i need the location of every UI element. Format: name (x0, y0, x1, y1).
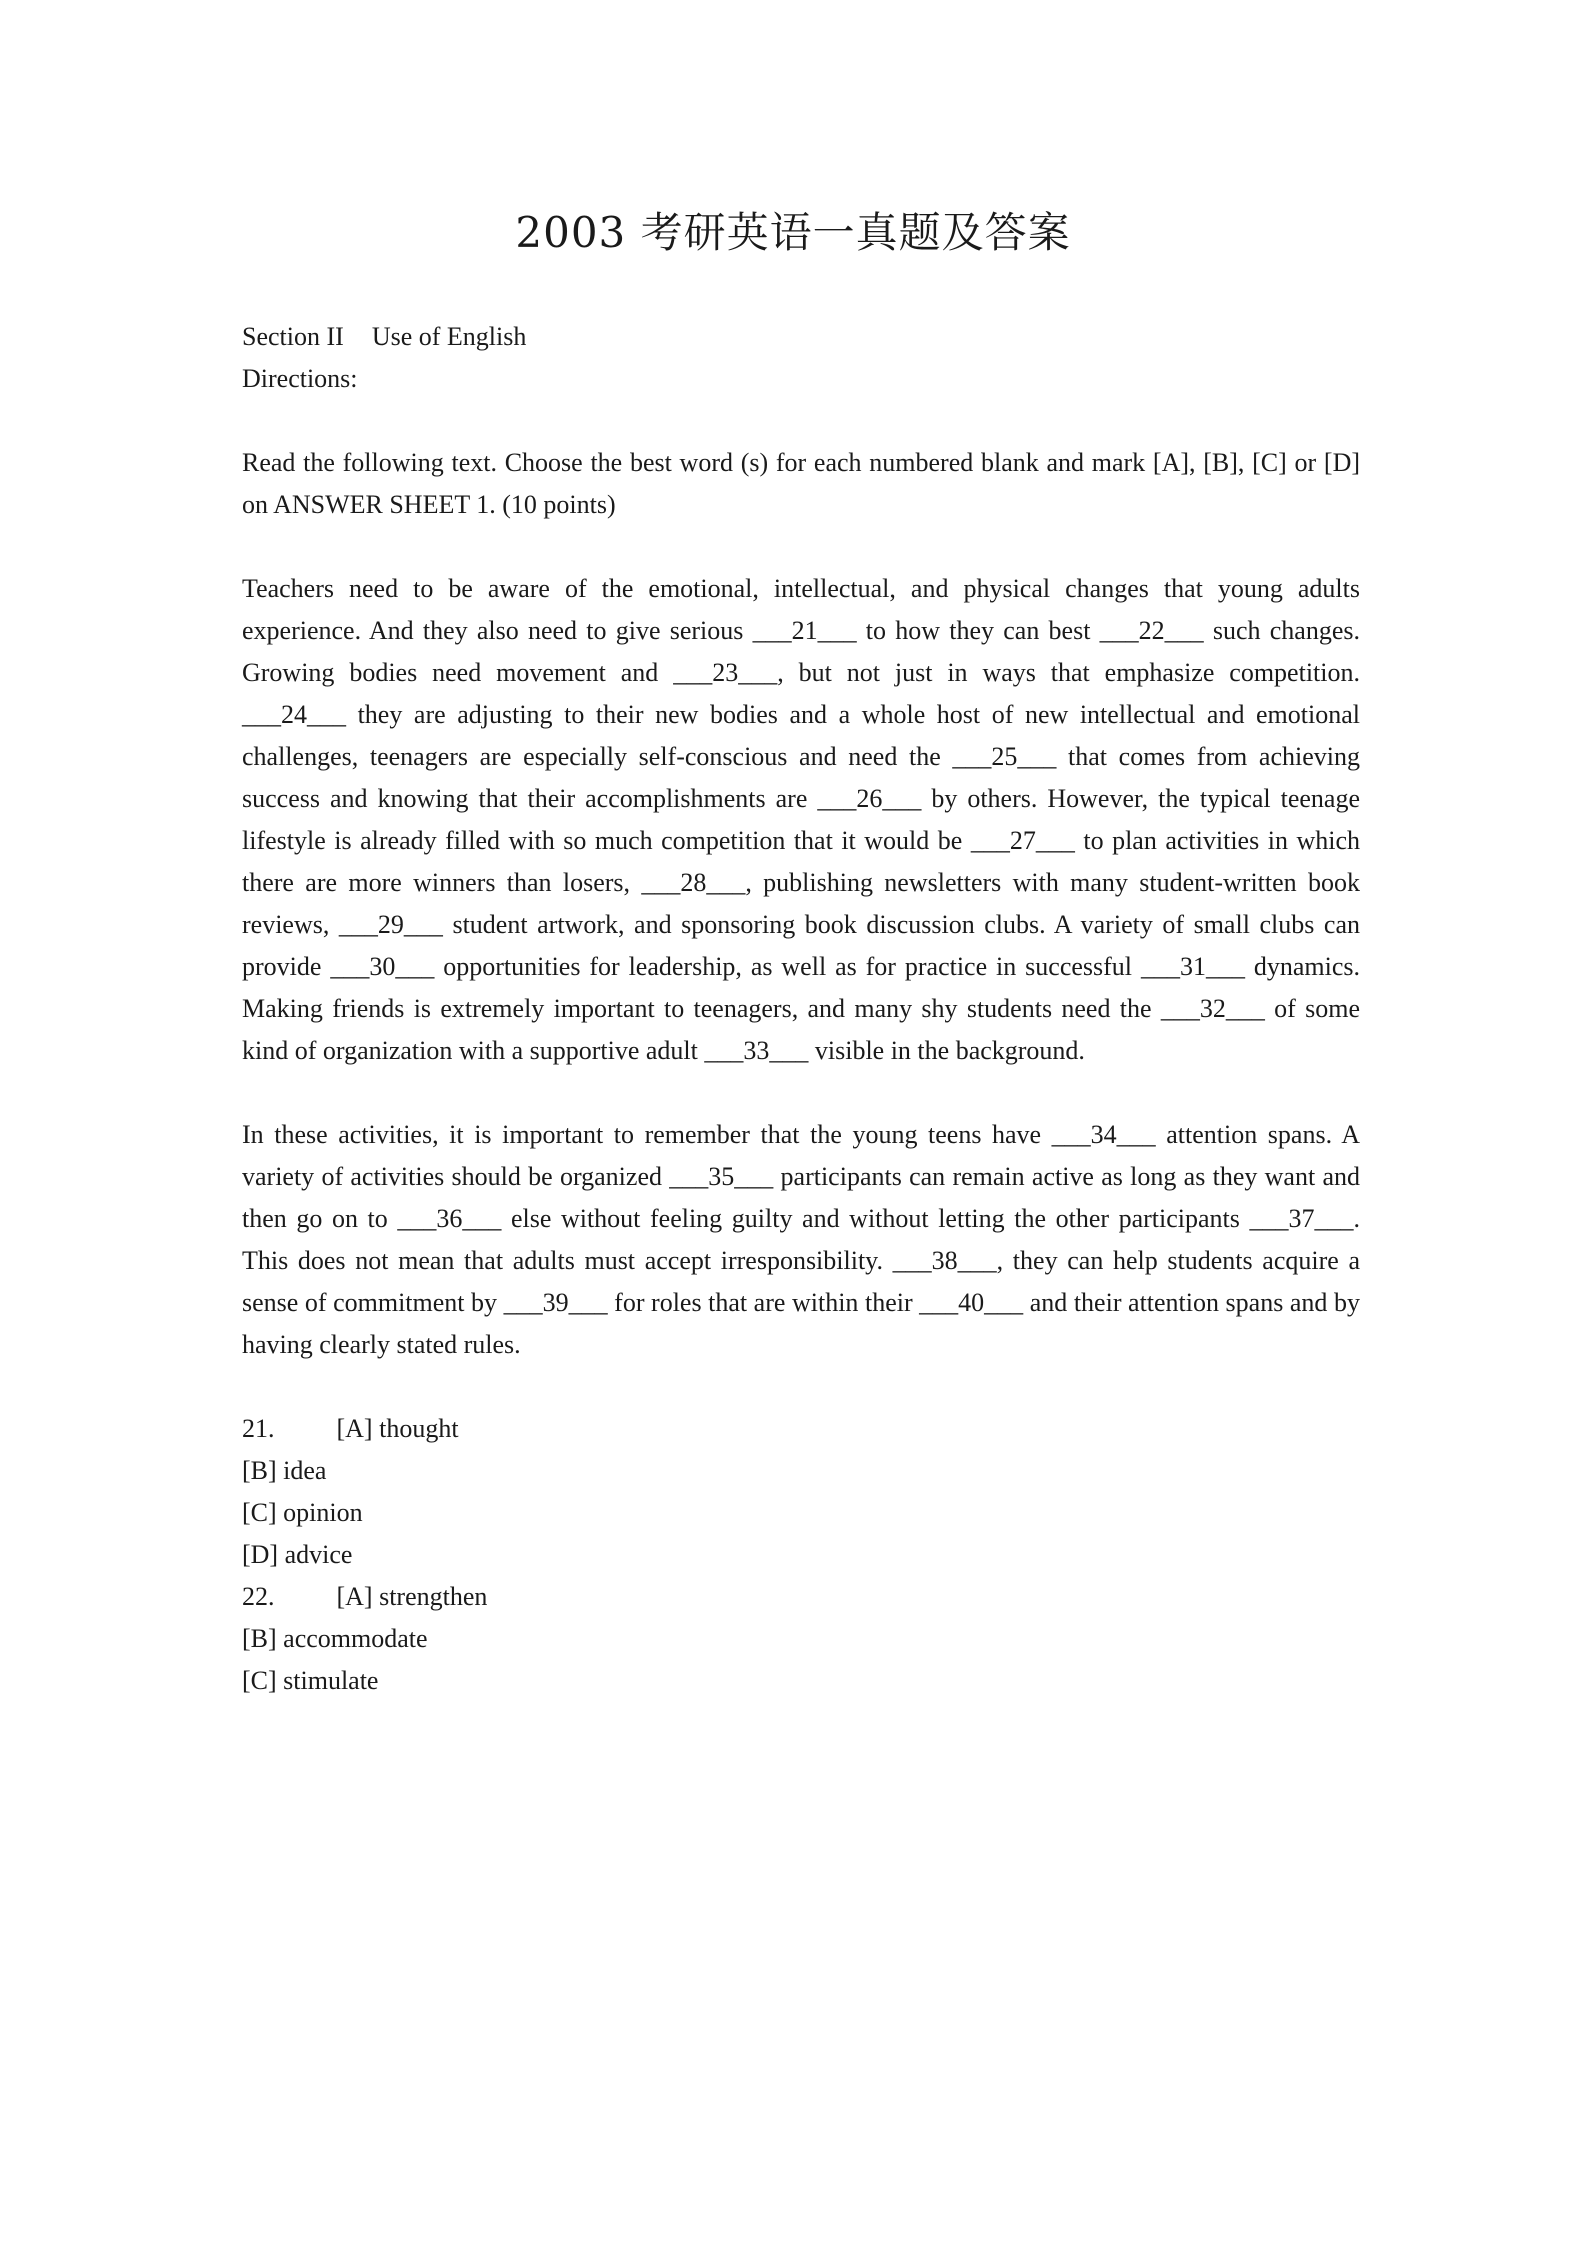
question-number: 22. (242, 1582, 275, 1611)
passage-paragraph-1: Teachers need to be aware of the emotional, intellectual, and physical changes that young adults experience. And they also need to give serious ___21___ to how they can best ___22___ such changes. Growing bodies need movement and ___23___, but not just in ways that emphasize competition. ___24___ they are adjusting to their new bodies and a whole host of new intellectual and emotional challenges, teenagers are especially self-conscious and need the ___25___ that comes from achieving success and knowing that their accomplishments are ___26___ by others. However, the typical teenage lifestyle is already filled with so much competition that it would be ___27___ to plan activities in which there are more winners than losers, ___28___, publishing newsletters with many student-written book reviews, ___29___ student artwork, and sponsoring book discussion clubs. A variety of small clubs can provide ___30___ opportunities for leadership, as well as for practice in successful ___31___ dynamics. Making friends is extremely important to teenagers, and many shy students need the ___32___ of some kind of organization with a supportive adult ___33___ visible in the background. (242, 574, 1360, 1065)
section-label: Section II (242, 322, 344, 351)
directions-text: Read the following text. Choose the best word (s) for each numbered blank and mark [A], [B], [C] or [D] on ANSWER SHEET 1. (10 points) (242, 448, 1360, 519)
section-name: Use of English (371, 322, 527, 351)
question-21-option-b: [B] idea (242, 1456, 327, 1485)
option-a: [A] strengthen (336, 1582, 488, 1611)
document-body (242, 316, 1360, 1702)
question-21-option-d: [D] advice (242, 1540, 353, 1569)
section-header (242, 316, 1360, 400)
directions-label: Directions: (242, 364, 358, 393)
question-21-option-c: [C] opinion (242, 1498, 363, 1527)
question-22-first-line (242, 1576, 1360, 1618)
question-22-option-c: [C] stimulate (242, 1666, 379, 1695)
passage-paragraph-2: In these activities, it is important to remember that the young teens have ___34___ attention spans. A variety of activities should be organized ___35___ participants can remain active as long as they want and then go on to ___36___ else without feeling guilty and without letting the other participants ___37___. This does not mean that adults must accept irresponsibility. ___38___, they can help students acquire a sense of commitment by ___39___ for roles that are within their ___40___ and their attention spans and by having clearly stated rules. (242, 1120, 1360, 1359)
option-a: [A] thought (336, 1414, 459, 1443)
section-heading (242, 316, 1360, 358)
question-list (242, 1408, 1360, 1702)
question-21-first-line (242, 1408, 1360, 1450)
question-22-option-b: [B] accommodate (242, 1624, 428, 1653)
question-number: 21. (242, 1414, 275, 1443)
document-title: 2003 考研英语一真题及答案 (515, 208, 1071, 257)
